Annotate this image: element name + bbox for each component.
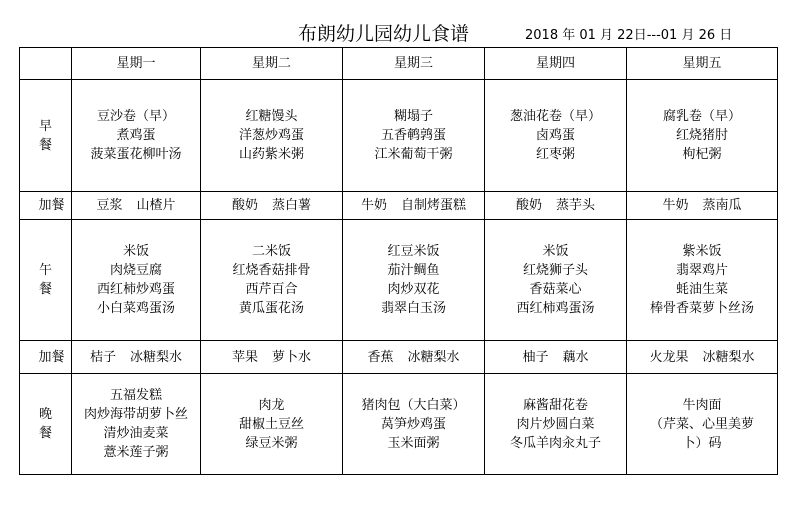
lunch-cell: [627, 220, 778, 341]
breakfast-cell: [72, 80, 201, 192]
dish: 小白菜鸡蛋汤: [96, 301, 175, 316]
dish: 山药紫米粥: [238, 147, 304, 162]
dish: 猪肉包（大白菜）: [361, 397, 466, 413]
corner-cell: [20, 48, 72, 80]
dish: 卤鸡蛋: [535, 128, 575, 143]
dinner-cell: [485, 374, 627, 475]
dish: 豆沙卷（早）: [96, 109, 175, 124]
snack-am-cell: 牛奶 蒸南瓜: [627, 192, 778, 220]
day-header: 星期三: [343, 48, 485, 80]
dish: 煮鸡蛋: [116, 128, 156, 143]
dish: 黄瓜蛋花汤: [238, 301, 304, 316]
dish: 红糖馒头: [245, 109, 298, 124]
dish: 紫米饭: [682, 244, 722, 259]
snack-pm-cell: 桔子 冰糖梨水: [72, 341, 201, 374]
dish: 肉炒双花: [387, 282, 440, 297]
dish: 肉炒海带胡萝卜丝: [83, 407, 188, 422]
dish: 葱油花卷（早）: [509, 109, 601, 124]
dish: 清炒油麦菜: [103, 426, 169, 441]
dish: 西红柿炒鸡蛋: [96, 282, 175, 297]
dish: 翡翠白玉汤: [380, 301, 446, 316]
dish: 茄汁鲷鱼: [387, 263, 440, 278]
dish: 莴笋炒鸡蛋: [380, 416, 446, 432]
snack-pm-label: 加餐: [20, 341, 72, 374]
dish: 二米饭: [251, 244, 291, 259]
lunch-label: 午 餐: [20, 220, 72, 341]
snack-am-cell: 牛奶 自制烤蛋糕: [343, 192, 485, 220]
dinner-cell: [72, 374, 201, 475]
day-header: 星期一: [72, 48, 201, 80]
dish: 江米葡萄干粥: [374, 147, 453, 162]
snack-pm-cell: 火龙果 冰糖梨水: [627, 341, 778, 374]
dish: 红豆米饭: [387, 244, 440, 259]
dish: 绿豆米粥: [245, 435, 298, 451]
dish: 冬瓜羊肉汆丸子: [509, 435, 601, 451]
snack-am-cell: 豆浆 山楂片: [72, 192, 201, 220]
dish: 红烧狮子头: [522, 263, 588, 278]
breakfast-cell: [627, 80, 778, 192]
dish: 菠菜蛋花柳叶汤: [90, 147, 182, 162]
dish: 腐乳卷（早）: [662, 109, 741, 124]
dinner-cell: [343, 374, 485, 475]
breakfast-row: [20, 80, 778, 192]
dish: 蚝油生菜: [675, 282, 728, 297]
breakfast-cell: [485, 80, 627, 192]
snack-am-row: [20, 192, 778, 220]
lunch-cell: [201, 220, 343, 341]
dish: 糊塌子: [393, 109, 433, 124]
dish: 肉龙: [258, 397, 285, 413]
dish: 香菇菜心: [529, 282, 582, 297]
dinner-cell: [201, 374, 343, 475]
snack-pm-cell: 苹果 萝卜水: [201, 341, 343, 374]
lunch-cell: [72, 220, 201, 341]
snack-pm-cell: 柚子 藕水: [485, 341, 627, 374]
day-header: 星期五: [627, 48, 778, 80]
dish: 玉米面粥: [387, 435, 440, 451]
page-title: 布朗幼儿园幼儿食谱: [298, 23, 470, 45]
dish: 棒骨香菜萝卜丝汤: [649, 301, 754, 316]
dish: 翡翠鸡片: [675, 263, 728, 278]
snack-pm-row: [20, 341, 778, 374]
dish: 红烧猪肘: [675, 128, 728, 143]
menu-table: [19, 47, 778, 475]
day-header: 星期二: [201, 48, 343, 80]
dish: 肉片炒圆白菜: [516, 416, 595, 432]
lunch-row: [20, 220, 778, 341]
lunch-cell: [343, 220, 485, 341]
snack-am-cell: 酸奶 蒸白薯: [201, 192, 343, 220]
dish: 枸杞粥: [682, 147, 722, 162]
breakfast-label: 早 餐: [20, 80, 72, 192]
lunch-cell: [485, 220, 627, 341]
dish: 甜椒土豆丝: [238, 416, 304, 432]
day-header: 星期四: [485, 48, 627, 80]
dinner-cell: [627, 374, 778, 475]
dish: 五福发糕: [109, 388, 162, 403]
dish: 卜）码: [682, 435, 722, 451]
snack-pm-cell: 香蕉 冰糖梨水: [343, 341, 485, 374]
dish: （芹菜、心里美萝: [649, 416, 754, 432]
dish: 米饭: [122, 244, 149, 259]
header-row: [20, 48, 778, 80]
dish: 牛肉面: [682, 397, 722, 413]
dish: 红枣粥: [535, 147, 575, 162]
date-range: 2018 年 01 月 22日---01 月 26 日: [525, 28, 733, 43]
breakfast-cell: [343, 80, 485, 192]
snack-am-cell: 酸奶 蒸芋头: [485, 192, 627, 220]
breakfast-cell: [201, 80, 343, 192]
snack-am-label: 加餐: [20, 192, 72, 220]
dinner-label: 晚 餐: [20, 374, 72, 475]
dish: 五香鹌鹑蛋: [380, 128, 446, 143]
dish: 红烧香菇排骨: [232, 263, 311, 278]
dish: 薏米莲子粥: [103, 445, 169, 460]
dish: 肉烧豆腐: [109, 263, 162, 278]
dish: 米饭: [542, 244, 569, 259]
dish: 西芹百合: [245, 282, 298, 297]
dish: 洋葱炒鸡蛋: [238, 128, 304, 143]
dish: 西红柿鸡蛋汤: [516, 301, 595, 316]
dish: 麻酱甜花卷: [522, 397, 588, 413]
dinner-row: [20, 374, 778, 475]
